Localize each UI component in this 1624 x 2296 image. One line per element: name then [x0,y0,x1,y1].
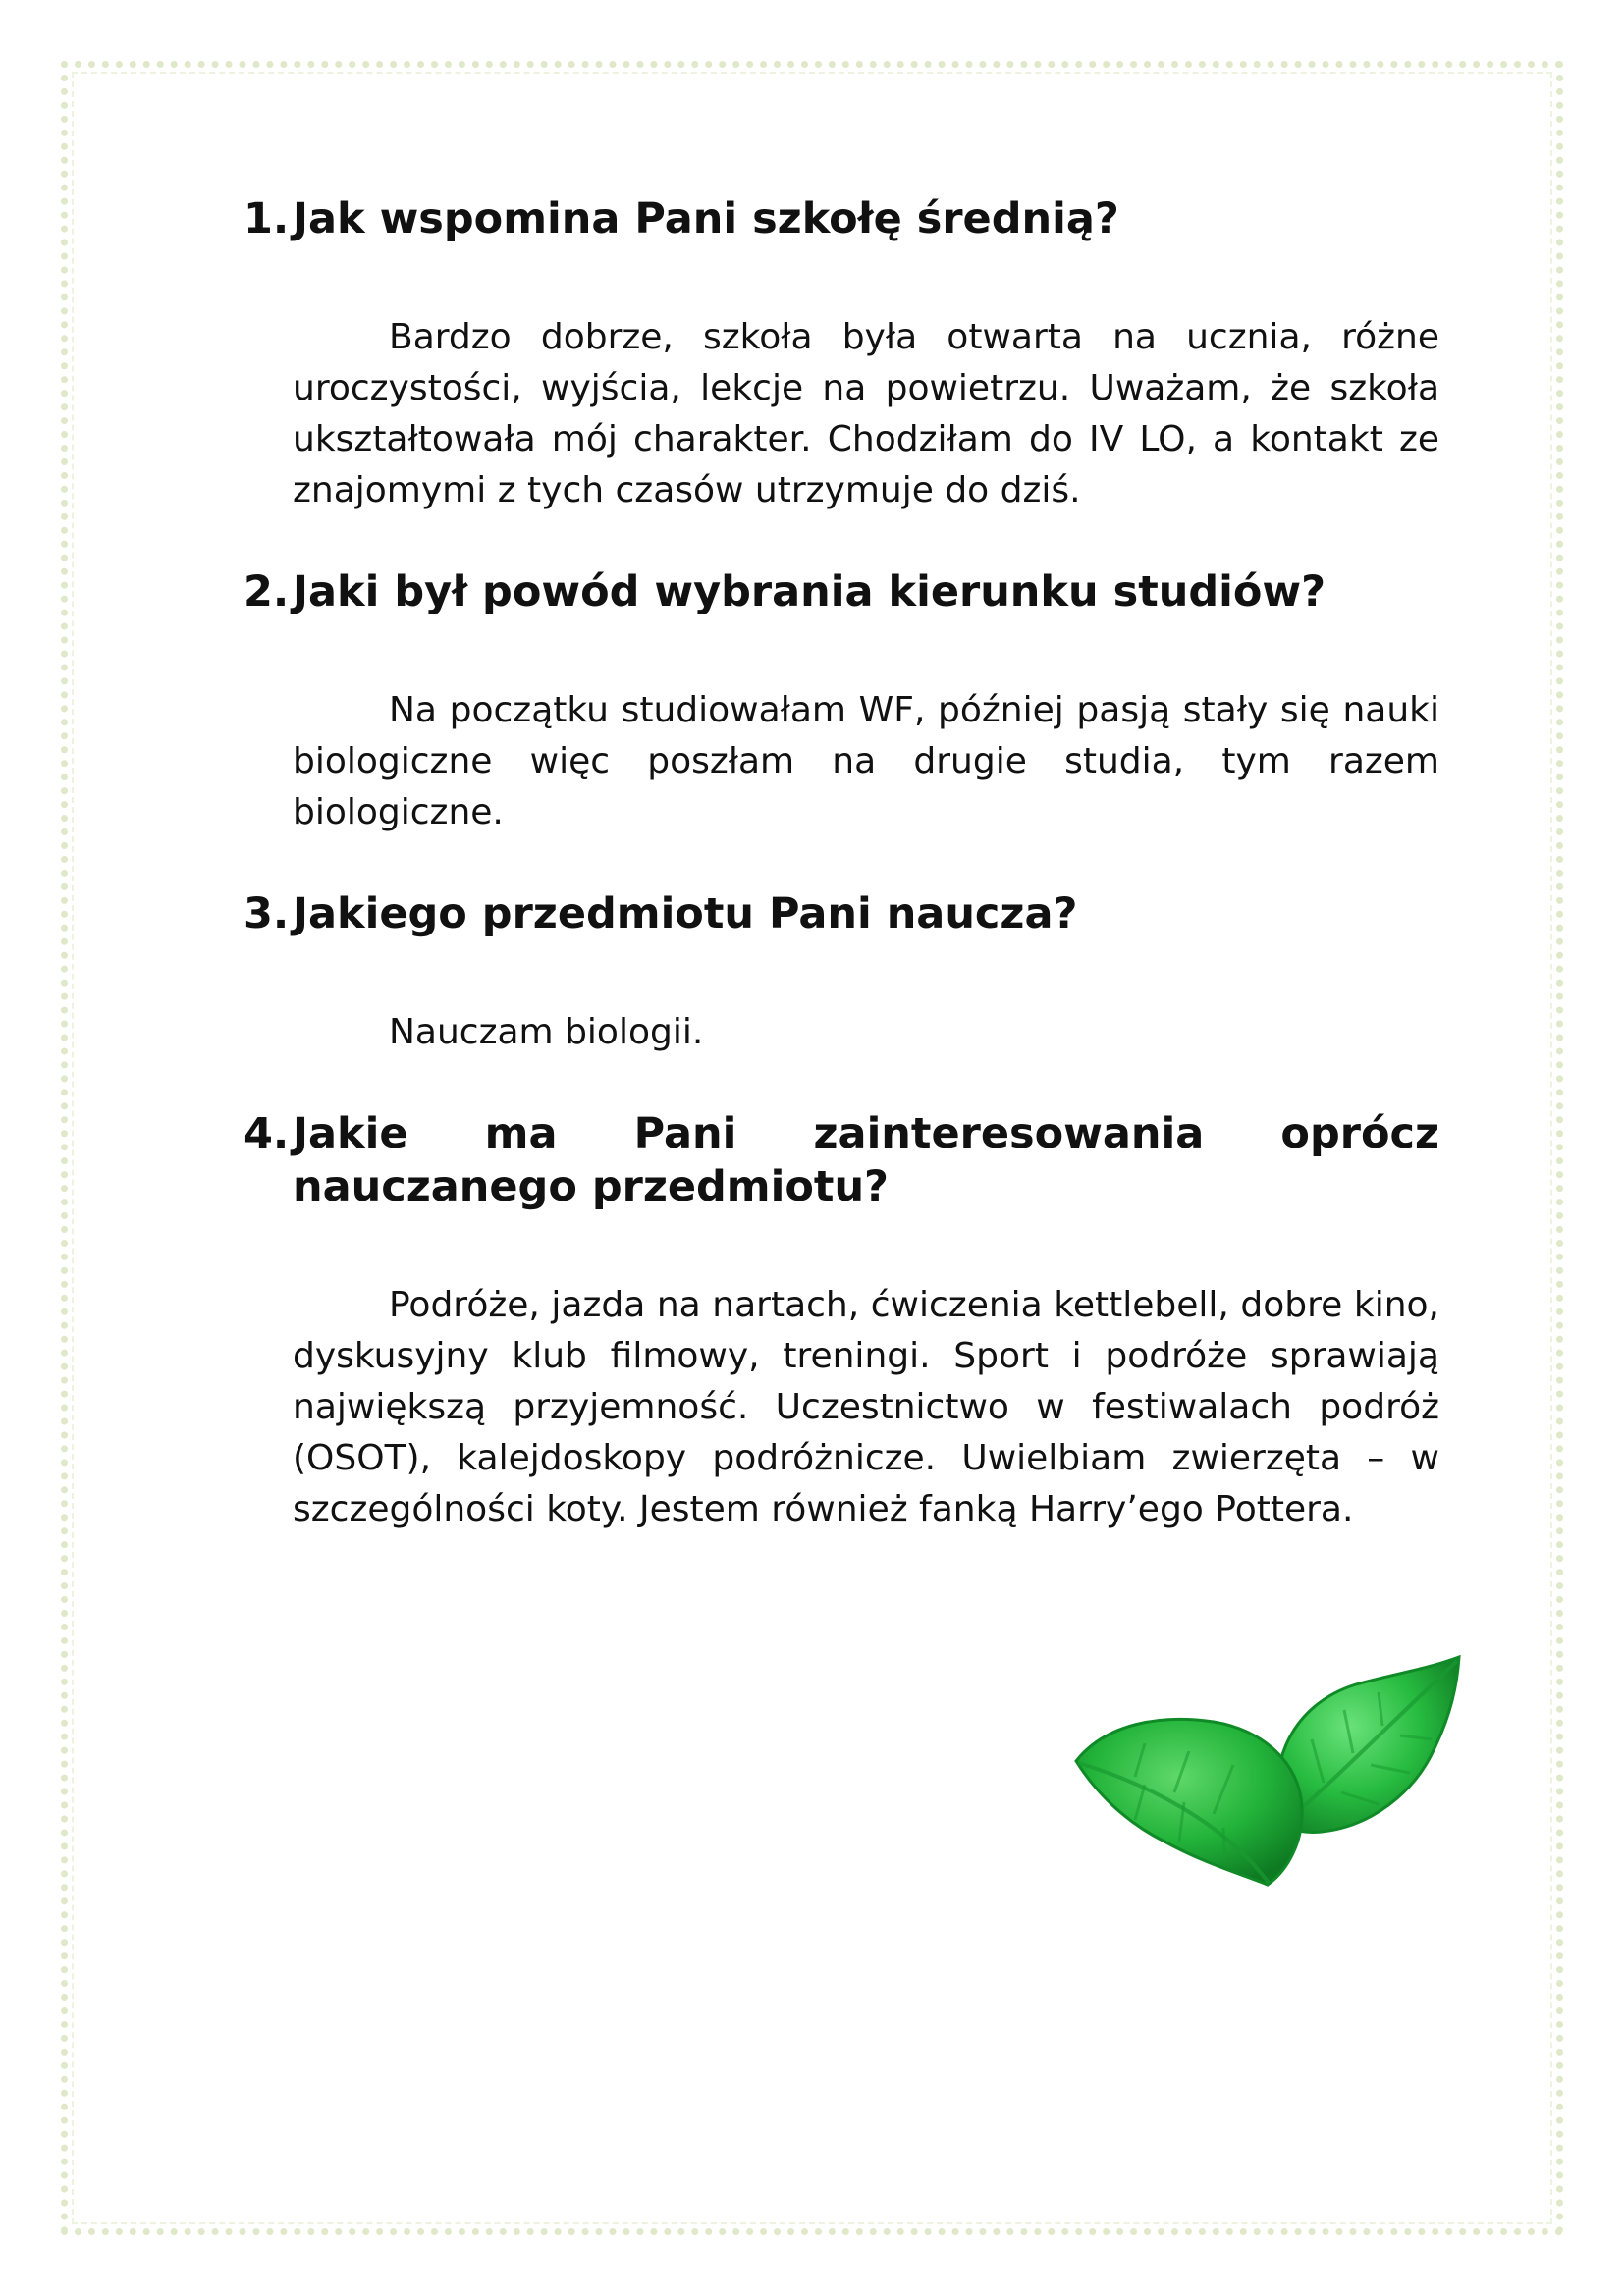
question-number: 1. [244,194,290,243]
question-number: 3. [244,889,290,938]
answer-paragraph: Nauczam biologii. [389,1012,704,1052]
question-heading [244,192,1439,245]
question-number: 4. [244,1109,290,1158]
question-heading [244,887,1439,940]
qa-item-1 [244,192,1439,516]
question-text: Jaki był powód wybrania kierunku studiów? [293,567,1326,616]
leaf-back [1277,1657,1459,1832]
interview-content [244,192,1439,1535]
qa-item-2 [244,565,1439,838]
question-heading [244,1107,1439,1213]
question-text: Jakiego przedmiotu Pani naucza? [293,889,1078,938]
answer-paragraph: Bardzo dobrze, szkoła była otwarta na ucznia, różne uroczystości, wyjścia, lekcje na powietrzu. Uważam, że szkoła ukształtowała mój charakter. Chodziłam do IV LO, a kontakt ze znajomymi z tych czasów utrzymuje do dziś. [293,317,1439,510]
green-leaves-icon [1066,1645,1479,1900]
question-text: Jakie ma Pani zainteresowania oprócz nauczanego przedmiotu? [293,1109,1439,1211]
answer-paragraph: Podróże, jazda na nartach, ćwiczenia kettlebell, dobre kino, dyskusyjny klub filmowy, treningi. Sport i podróże sprawiają największą przyjemność. Uczestnictwo w festiwalach podróż (OSOT), kalejdoskopy podróżnicze. Uwielbiam zwierzęta – w szczególności koty. Jestem również fanką Harry’ego Pottera. [293,1285,1439,1529]
question-heading [244,565,1439,618]
answer-paragraph: Na początku studiowałam WF, później pasją stały się nauki biologiczne więc poszłam na drugie studia, tym razem biologiczne. [293,690,1439,832]
qa-item-3 [244,887,1439,1058]
question-number: 2. [244,567,290,616]
question-text: Jak wspomina Pani szkołę średnią? [293,194,1119,243]
leaf-front [1076,1719,1302,1885]
qa-item-4 [244,1107,1439,1535]
